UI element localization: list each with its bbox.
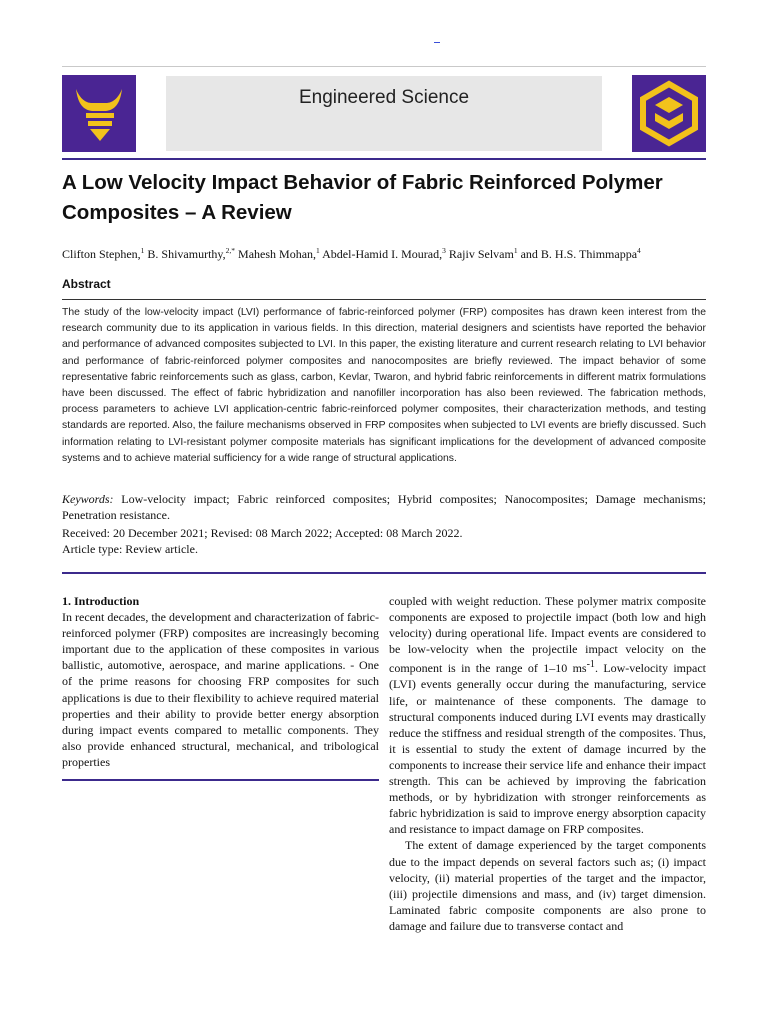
author-name: Mahesh Mohan, (235, 247, 317, 261)
header-rule (62, 66, 706, 67)
author-name: B. Shivamurthy, (144, 247, 226, 261)
body-paragraph: The extent of damage experienced by the target components due to the impact depends on several factors such as; (i) impact velocity, (ii) material properties of the target and the impactor, (iii) projectile dimensions and mass, and (iv) target dimension. Laminated fabric composite components are also prone to damage and failure due to transverse contact and (389, 838, 706, 933)
abstract-rule (62, 299, 706, 300)
author-list (62, 243, 712, 262)
body-column-left (62, 593, 379, 770)
section-divider (62, 572, 706, 574)
author-name: and B. H.S. Thimmappa (517, 247, 638, 261)
author-affiliation: 2,* (225, 246, 236, 255)
author-name: Abdel-Hamid I. Mourad, (319, 247, 443, 261)
journal-name: Engineered Science (298, 87, 470, 108)
author-affiliation: 1 (140, 246, 145, 255)
top-link[interactable] (434, 34, 440, 43)
paper-title: A Low Velocity Impact Behavior of Fabric Reinforced Polymer Composites – A Review (62, 171, 663, 224)
journal-logo-left (62, 75, 136, 152)
body-paragraph: In recent decades, the development and characterization of fabric-reinforced polymer (FRP) composites are increasingly becoming important due to the application of these composites in various ballistic, automotive, aerospace, and marine applications. ‑ One of the prime reasons for choosing FRP composites for such applications is due to their flexibility to achieve required material properties and their ability to provide better energy absorption during impact events compared to metallic components. They also provide enhanced structural, mechanical, and tribological properties (62, 610, 379, 769)
column-rule (62, 779, 379, 781)
journal-header-box (166, 76, 602, 151)
abstract-text: The study of the low-velocity impact (LVI) performance of fabric-reinforced polymer (FRP) composites has drawn keen interest from the research community due to its application in various fields. In this direction, material designers and scientists have reported the behavior and performance of advanced composites subjected to LVI. In this paper, the existing literature and current research relating to LVI behavior and performance of fabric-reinforced polymer composites and nanocomposites are briefly reviewed. The impact behavior of some representative fabric reinforcements such as glass, carbon, Kevlar, Twaron, and hybrid fabric reinforcements in different matrix formulations have been discussed. The effect of fabric hybridization and nanofiller incorporation has also been reviewed. The fabrication methods, process parameters to achieve LVI application-centric fabric-reinforced polymer composites, their characterization methods, and testing standards are reported. Also, the failure mechanisms observed in FRP composites when subjected to LVI events are briefly discussed. Such information relating to LVI-resistant polymer composite materials has significant implications for the development of advanced composite systems and to achieve material sufficiency for a wide range of structural applications. (62, 307, 706, 464)
author-affiliation: 1 (513, 246, 518, 255)
header-divider (62, 158, 706, 160)
unit-exponent: -1 (586, 659, 595, 671)
author-affiliation: 3 (442, 246, 446, 255)
body-column-right (389, 593, 706, 934)
keywords-line (62, 491, 706, 523)
horned-shield-icon (62, 75, 136, 152)
abstract-heading: Abstract (62, 277, 111, 291)
journal-logo-right (632, 75, 706, 152)
keywords-text: Low-velocity impact; Fabric reinforced composites; Hybrid composites; Nanocomposites; Damage mechanisms; Penetration resistance. (62, 492, 706, 522)
body-paragraph (389, 593, 706, 837)
body-text: . Low-velocity impact (LVI) events generally occur during the manufacturing, service life, or maintenance of these components. The damage to structural components induced during LVI events may drastically reduce the stiffness and residual strength of the composites. Thus, it is essential to study the extent of damage incurred by the components to increase their service life and enhance their impact strength. This can be achieved by improving the fabrication methods, or by hybridization with stronger reinforcements as fabric hybridization is said to improve energy absorption capacity and resistance to impact damage on FRP composites. (389, 661, 706, 837)
cube-emblem-icon (632, 75, 706, 152)
author-affiliation: 4 (637, 246, 641, 255)
received-dates: Received: 20 December 2021; Revised: 08 March 2022; Accepted: 08 March 2022. (62, 526, 463, 540)
article-type: Article type: Review article. (62, 542, 198, 556)
keywords-label: Keywords: (62, 492, 114, 506)
author-affiliation: 1 (316, 246, 320, 255)
author-name: Rajiv Selvam (445, 247, 514, 261)
author-name: Clifton Stephen, (62, 247, 141, 261)
body-text: coupled with weight reduction. These polymer matrix composite components are exposed to projectile impact (both low and high velocity) during operational life. Impact events are considered to be low-velocity when the projectile impact velocity on the component is in the range of 1–10 ms (389, 594, 706, 676)
section-heading: 1. Introduction (62, 594, 140, 608)
